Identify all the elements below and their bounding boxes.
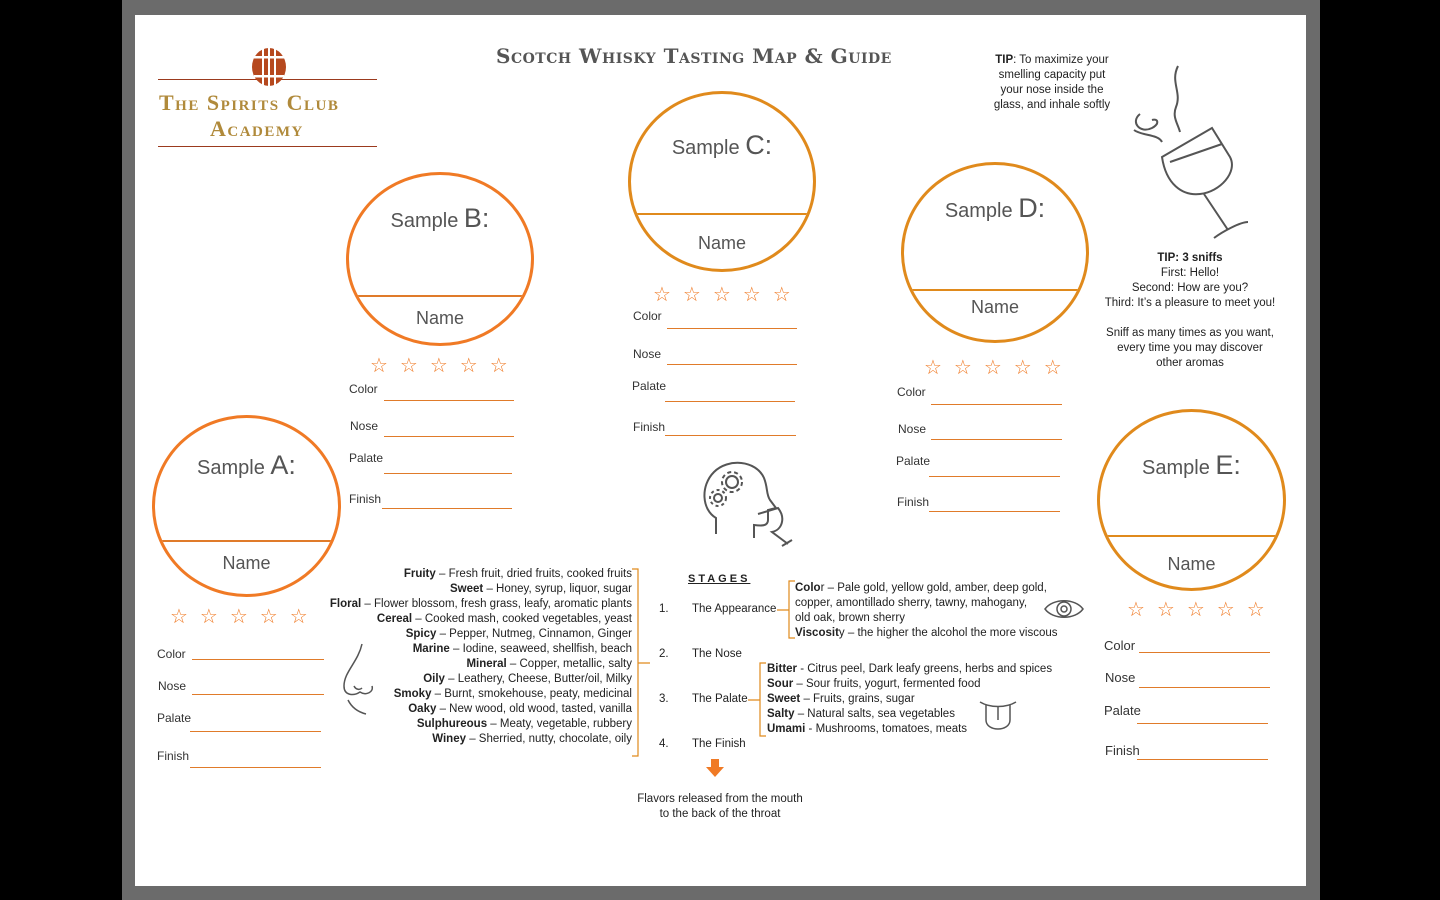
sample-c-divider (631, 213, 813, 215)
taste-item: Bitter - Citrus peel, Dark leafy greens, herbs and spices (767, 663, 1053, 675)
sample-e-title: Sample E: (1142, 450, 1241, 480)
sample-d-name[interactable]: Name (970, 297, 1019, 317)
sample-c-color-label: Color (633, 309, 662, 323)
sample-e-finish-label: Finish (1105, 743, 1140, 758)
sample-e-nose-line[interactable] (1139, 687, 1270, 688)
flavor-item: Floral – Flower blossom, fresh grass, leafy, aromatic plants (329, 598, 632, 610)
sample-e-finish-line[interactable] (1137, 759, 1268, 760)
sample-c-color-line[interactable] (667, 328, 797, 329)
sample-e-nose-label: Nose (1105, 670, 1136, 685)
sample-c-finish-label: Finish (633, 420, 666, 434)
sample-c-finish-line[interactable] (665, 435, 796, 436)
stage-2-number: 2. (659, 648, 669, 660)
sample-c-palate-label: Palate (632, 379, 667, 393)
page-title: Scotch Whisky Tasting Map & Guide (496, 44, 892, 68)
logo-rule-bottom (158, 146, 377, 147)
flavor-item: Marine – Iodine, seaweed, shellfish, beach (412, 643, 632, 655)
stage-4-number: 4. (659, 738, 669, 750)
sample-d-palate-line[interactable] (929, 476, 1060, 477)
appearance-bracket (775, 580, 797, 640)
sample-d-palate-label: Palate (896, 454, 931, 468)
flavor-item: Sulphureous – Meaty, vegetable, rubbery (416, 718, 632, 730)
barrel-icon (249, 47, 289, 87)
flavor-bracket (630, 568, 654, 758)
sample-e-circle[interactable] (1097, 409, 1286, 591)
sample-a-finish-label: Finish (157, 749, 190, 763)
tongue-icon (978, 698, 1018, 734)
arrow-down-icon (705, 758, 725, 778)
tip-maximize: TIP: To maximize your smelling capacity put your nose inside the glass, and inhale softly (993, 54, 1111, 111)
sample-d-circle[interactable] (901, 162, 1089, 343)
sample-c-nose-line[interactable] (667, 364, 797, 365)
taste-item: Sweet – Fruits, grains, sugar (767, 693, 915, 705)
stage-1-number: 1. (659, 603, 669, 615)
tip-three-sniffs: TIP: 3 sniffs First: Hello! Second: How are you? Third: It’s a pleasure to meet you! Sniff as many times as you want, every time you may discover other aromas (1104, 252, 1276, 369)
flavor-item: Spicy – Pepper, Nutmeg, Cinnamon, Ginger (405, 628, 632, 640)
sample-a-name[interactable]: Name (222, 553, 271, 573)
sample-b-palate-label: Palate (349, 451, 384, 465)
stage-1-label: The Appearance (692, 603, 777, 615)
sample-b-finish-line[interactable] (382, 508, 512, 509)
head-gears-icon (696, 460, 796, 552)
flavor-item: Winey – Sherried, nutty, chocolate, oily (432, 733, 632, 745)
sample-c-nose-label: Nose (633, 347, 662, 361)
sample-b-circle[interactable] (346, 172, 534, 346)
stage-3-number: 3. (659, 693, 669, 705)
sample-b-nose-label: Nose (350, 419, 379, 433)
sample-b-name[interactable]: Name (415, 308, 464, 328)
wine-glass-sniff-icon (1130, 62, 1260, 242)
flavor-item: Oily – Leathery, Cheese, Butter/oil, Milky (423, 673, 632, 685)
sample-a-title: Sample A: (197, 450, 296, 480)
stage-3-label: The Palate (692, 693, 748, 705)
flavor-item: Cereal – Cooked mash, cooked vegetables, yeast (376, 613, 632, 625)
sample-b-divider (349, 295, 531, 297)
sample-a-palate-label: Palate (157, 711, 192, 725)
sample-e-name[interactable]: Name (1167, 554, 1216, 574)
sample-e-palate-label: Palate (1104, 703, 1141, 718)
sample-d-finish-line[interactable] (929, 511, 1060, 512)
sample-e-color-label: Color (1104, 638, 1136, 653)
flavor-item: Fruity – Fresh fruit, dried fruits, cooked fruits (403, 568, 632, 580)
stage-4-label: The Finish (692, 738, 746, 750)
flavor-item: Smoky – Burnt, smokehouse, peaty, medicinal (393, 688, 632, 700)
stage-2-label: The Nose (692, 648, 742, 660)
sample-e-rating[interactable]: ☆☆☆☆☆ (1127, 599, 1277, 621)
logo-line1: The Spirits Club (159, 90, 340, 115)
sample-b-finish-label: Finish (349, 492, 382, 506)
sample-b-color-line[interactable] (384, 400, 514, 401)
sample-c-title: Sample C: (671, 130, 773, 160)
flavor-item: Sweet – Honey, syrup, liquor, sugar (450, 583, 632, 595)
sample-c-name[interactable]: Name (697, 233, 746, 253)
flavor-list (300, 567, 632, 747)
appearance-details: Color – Pale gold, yellow gold, amber, deep gold, copper, amontillado sherry, tawny, mahogany, old oak, brown sherry Viscosity – the higher the alcohol the more viscous (795, 582, 1058, 639)
stages-title: STAGES (688, 573, 751, 585)
finish-note: Flavors released from the mouth to the back of the throat (637, 793, 803, 820)
logo-line2: Academy (210, 116, 304, 141)
sample-a-nose-label: Nose (158, 679, 187, 693)
sample-d-color-line[interactable] (931, 404, 1062, 405)
sample-d-nose-line[interactable] (931, 439, 1062, 440)
flavor-item: Oaky – New wood, old wood, tasted, vanilla (408, 703, 632, 715)
sample-d-nose-label: Nose (898, 422, 927, 436)
sample-a-color-label: Color (157, 647, 186, 661)
sample-a-finish-line[interactable] (190, 767, 321, 768)
sample-b-title: Sample B: (390, 203, 490, 233)
sample-d-color-label: Color (897, 385, 926, 399)
sample-c-rating[interactable]: ☆☆☆☆☆ (653, 284, 803, 306)
taste-item: Salty – Natural salts, sea vegetables (767, 708, 955, 720)
taste-item: Umami - Mushrooms, tomatoes, meats (767, 723, 968, 735)
sample-a-divider (155, 540, 338, 542)
sample-b-rating[interactable]: ☆☆☆☆☆ (370, 355, 520, 377)
sample-b-nose-line[interactable] (384, 436, 514, 437)
sample-c-circle[interactable] (628, 91, 816, 272)
sample-b-color-label: Color (349, 382, 378, 396)
sample-c-palate-line[interactable] (665, 401, 795, 402)
sample-b-palate-line[interactable] (384, 473, 512, 474)
sample-a-rating[interactable]: ☆☆☆☆☆ (170, 606, 320, 628)
sample-d-rating[interactable]: ☆☆☆☆☆ (924, 357, 1074, 379)
sample-e-palate-line[interactable] (1137, 723, 1268, 724)
eye-icon (1043, 596, 1085, 622)
flavor-item: Mineral – Copper, metallic, salty (466, 658, 632, 670)
palate-bracket (746, 662, 768, 738)
sample-d-title: Sample D: (944, 193, 1046, 223)
sample-d-divider (904, 289, 1086, 291)
taste-item: Sour – Sour fruits, yogurt, fermented food (767, 678, 981, 690)
sample-d-finish-label: Finish (897, 495, 930, 509)
sample-e-divider (1100, 535, 1283, 537)
sample-e-color-line[interactable] (1139, 652, 1270, 653)
